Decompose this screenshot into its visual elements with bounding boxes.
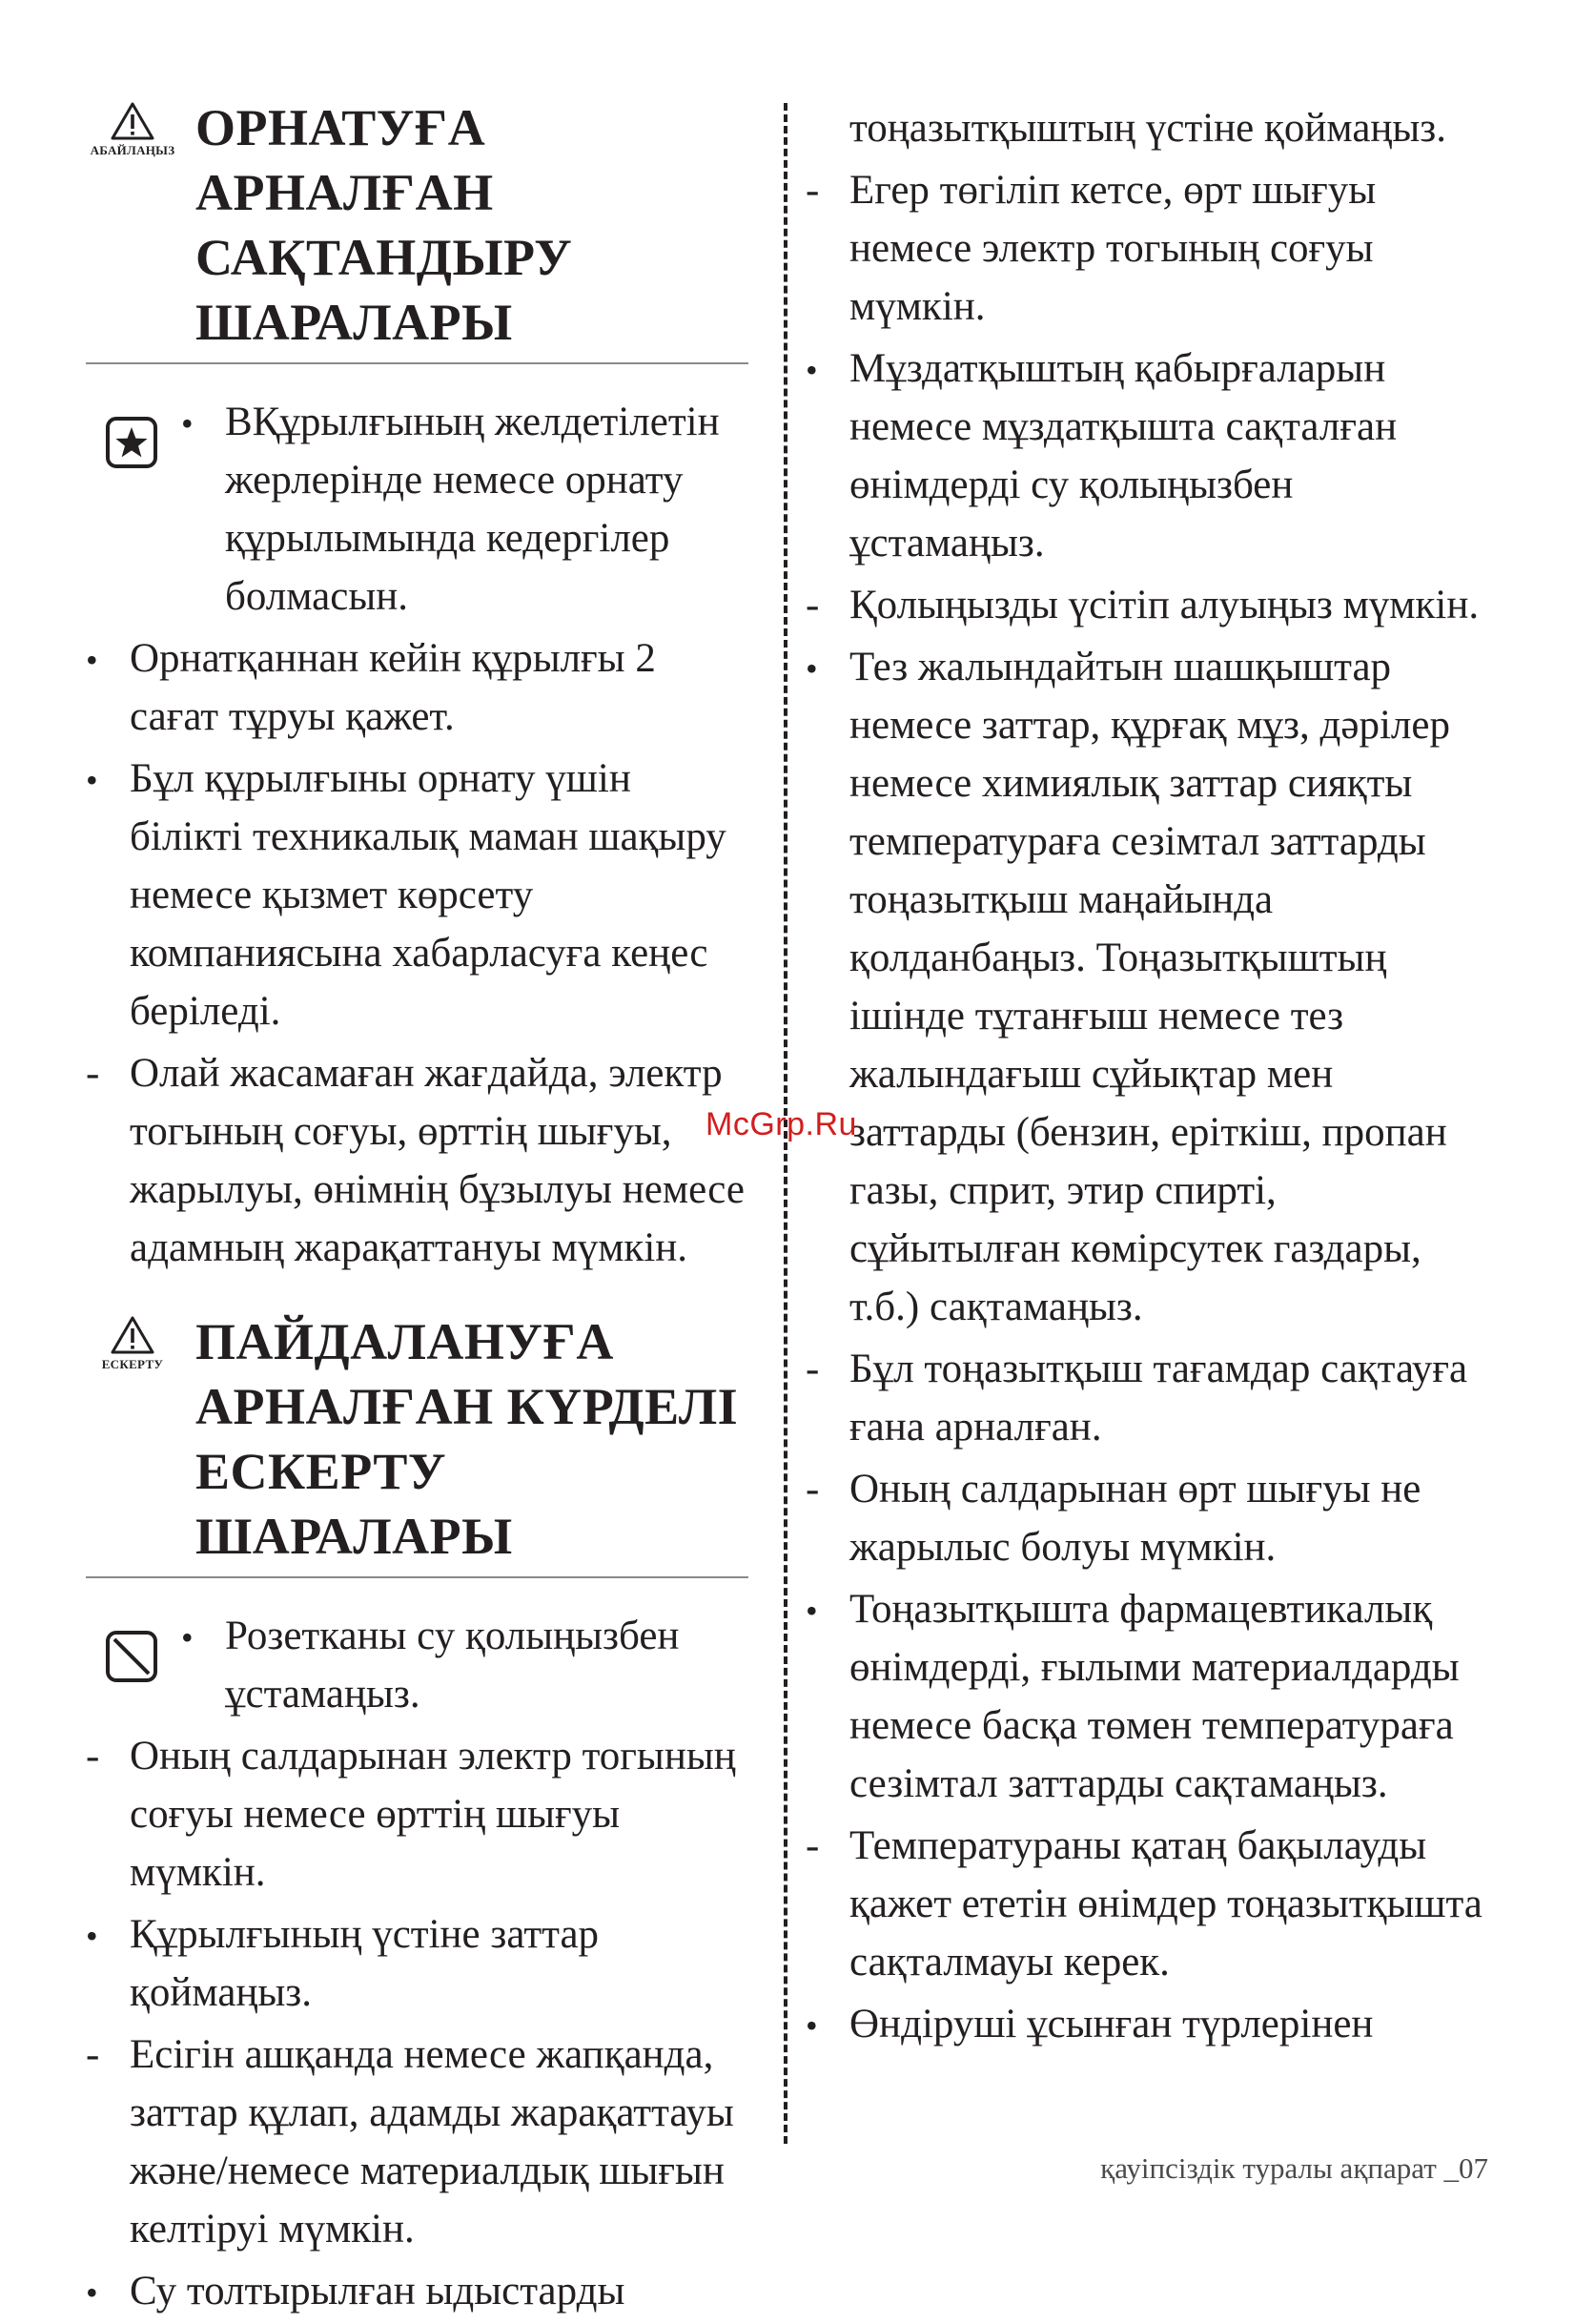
list-item-text: Қолыңызды үсітіп алуыңыз мүмкін. xyxy=(849,583,1480,627)
list-item-text: Орнатқаннан кейін құрылғы 2 сағат тұруы қажет. xyxy=(130,636,656,739)
list-item-text: тоңазытқыштың үстіне қоймаңыз. xyxy=(849,106,1447,151)
list-item xyxy=(86,393,748,626)
list-item xyxy=(86,629,748,746)
list-item-text: Тез жалындайтын шашқыштар немесе заттар, құрғақ мұз, дәрілер немесе химиялық заттар сияқты температураға сезімтал заттарды тоңазытқыш маңайында қолданбаңыз. Тоңазытқыштың ішінде тұтанғыш немесе тез жалындағыш сұйықтар мен заттарды (бензин, еріткіш, пропан газы, сприт, этир спирті, сұйытылған көмірсутек газдары, т.б.) сақтамаңыз. xyxy=(849,645,1450,1329)
list-item-text: Температураны қатаң бақылауды қажет ететін өнімдер тоңазытқышта сақталмауы керек. xyxy=(849,1823,1483,1985)
section-title-line: ПАЙДАЛАНУҒА xyxy=(195,1313,614,1370)
right-column xyxy=(806,99,1492,2057)
list-item xyxy=(86,1607,748,1723)
list-item xyxy=(806,638,1492,1336)
list-item xyxy=(806,1340,1492,1456)
warning-label: ЕСКЕРТУ xyxy=(101,1357,164,1371)
list-item xyxy=(806,1460,1492,1576)
list-item-text: ВҚұрылғының желдетілетін жерлерінде немесе орнату құрылымында кедергілер болмасын. xyxy=(225,400,720,619)
section-title-line: ШАРАЛАРЫ xyxy=(195,294,513,351)
list-item-continuation xyxy=(806,99,1492,157)
list-item xyxy=(86,1727,748,1902)
list-item-text: Құрылғының үстіне заттар қоймаңыз. xyxy=(130,1912,600,2015)
list-item xyxy=(806,576,1492,634)
dash-mark xyxy=(806,576,844,634)
list-item-text: Розетканы су қолыңызбен ұстамаңыз. xyxy=(225,1614,680,1717)
caution-label: АБАЙЛАҢЫЗ xyxy=(90,143,175,157)
left-column xyxy=(86,95,748,2324)
list-item xyxy=(806,1995,1492,2053)
section-title-line: ЕСКЕРТУ ШАРАЛАРЫ xyxy=(195,1443,513,1565)
watermark: McGrp.Ru xyxy=(705,1106,857,1142)
dash-mark xyxy=(86,1044,124,1102)
list-item-text: Бұл құрылғыны орнату үшін білікті техникалық маман шақыру немесе қызмет көрсету компаниясына хабарласуға кеңес беріледі. xyxy=(130,756,726,1034)
bullet-mark xyxy=(806,1995,844,2055)
dash-mark xyxy=(86,1727,124,1785)
section-usage-warning xyxy=(86,1309,748,1578)
dash-mark xyxy=(806,1817,844,1875)
section-installation-caution xyxy=(86,95,748,364)
list-item-text: Мұздатқыштың қабырғаларын немесе мұздатқышта сақталған өнімдерді су қолыңызбен ұстамаңыз. xyxy=(849,346,1398,566)
bullet-mark xyxy=(181,1607,219,1667)
list-item xyxy=(86,750,748,1040)
bullet-mark xyxy=(86,750,124,810)
list-item-text: Өндіруші ұсынған түрлерінен xyxy=(849,2002,1374,2046)
list-item-text: Егер төгіліп кетсе, өрт шығуы немесе электр тогының соғуы мүмкін. xyxy=(849,168,1377,329)
page-footer: қауіпсіздік туралы ақпарат _07 xyxy=(1100,2151,1488,2185)
bullet-mark xyxy=(86,629,124,689)
list-item xyxy=(86,1905,748,2022)
section-title-line: САҚТАНДЫРУ xyxy=(195,229,573,286)
bullet-mark xyxy=(86,1905,124,1965)
bullet-mark xyxy=(806,339,844,400)
list-item xyxy=(806,339,1492,572)
dash-mark xyxy=(86,2026,124,2084)
list-item-text: Су толтырылған ыдыстарды xyxy=(130,2269,625,2314)
warning-triangle-icon xyxy=(110,1315,155,1355)
dash-mark xyxy=(806,161,844,219)
list-item xyxy=(86,2026,748,2258)
list-item-text: Есігін ашқанда немесе жапқанда, заттар құлап, адамды жарақаттауы және/немесе материалдық шығын келтіруі мүмкін. xyxy=(130,2032,734,2252)
section-title-line: АРНАЛҒАН КҮРДЕЛІ xyxy=(195,1378,739,1435)
warning-triangle-icon xyxy=(110,101,155,141)
section-title-line: ОРНАТУҒА АРНАЛҒАН xyxy=(195,99,494,221)
list-item-text: Оның салдарынан электр тогының соғуы немесе өрттің шығуы мүмкін. xyxy=(130,1734,736,1895)
list-item xyxy=(806,1817,1492,1991)
bullet-mark xyxy=(806,1580,844,1640)
list-item-text: Бұл тоңазытқыш тағамдар сақтауға ғана арналған. xyxy=(849,1347,1468,1450)
warning-badge xyxy=(82,1315,183,1372)
list-item xyxy=(86,2262,748,2320)
bullet-mark xyxy=(181,393,219,453)
caution-badge xyxy=(82,101,183,158)
dash-mark xyxy=(806,1340,844,1398)
dash-mark xyxy=(806,1460,844,1518)
star-box-icon xyxy=(105,416,158,469)
list-item xyxy=(806,161,1492,336)
bullet-mark xyxy=(86,2262,124,2322)
list-item-text: Оның салдарынан өрт шығуы не жарылыс болуы мүмкін. xyxy=(849,1467,1421,1570)
bullet-mark xyxy=(806,638,844,698)
list-item-text: Олай жасамаған жағдайда, электр тогының соғуы, өрттің шығуы, жарылуы, өнімнің бұзылуы немесе адамның жарақаттануы мүмкін. xyxy=(130,1051,745,1270)
list-item-text: Тоңазытқышта фармацевтикалық өнімдерді, ғылыми материалдарды немесе басқа төмен температураға сезімтал заттарды сақтамаңыз. xyxy=(849,1587,1460,1806)
list-item xyxy=(86,1044,748,1277)
no-touch-box-icon xyxy=(105,1630,158,1683)
list-item xyxy=(806,1580,1492,1813)
